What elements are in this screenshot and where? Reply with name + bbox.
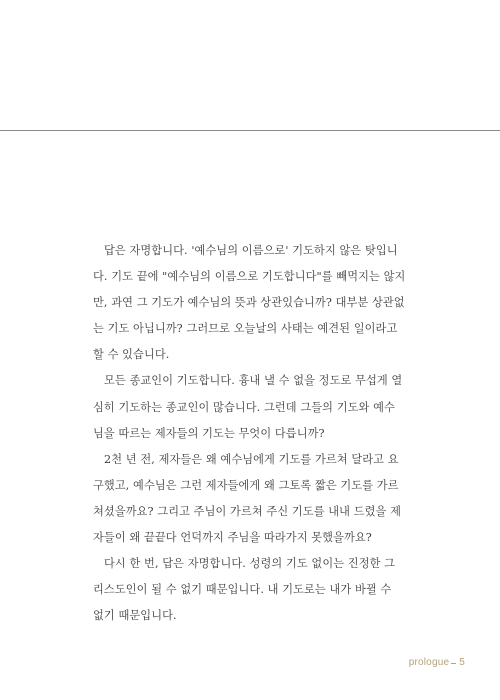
paragraph-line: 는 기도 아닙니까? 그러므로 오늘날의 사태는 예견된 일이라고 — [93, 322, 398, 336]
paragraph-line: 자들이 왜 끝끝다 언덕까지 주님을 따라가지 못했을까요? — [93, 531, 372, 545]
paragraph-line: 리스도인이 될 수 없기 때문입니다. 내 기도로는 내가 바뀔 수 — [93, 583, 392, 597]
page-footer — [409, 657, 465, 668]
footer-section-label: prologue — [408, 657, 450, 668]
paragraph-line: 다시 한 번, 답은 자명합니다. 성령의 기도 없이는 진정한 그 — [104, 557, 396, 571]
paragraph-line: 다. 기도 끝에 "예수님의 이름으로 기도합니다"를 빼먹지는 않지 — [93, 270, 406, 284]
footer-separator — [451, 663, 456, 664]
paragraph-line: 할 수 있습니다. — [93, 348, 170, 362]
paragraph-line: 구했고, 예수님은 그런 제자들에게 왜 그토록 짧은 기도를 가르 — [93, 478, 399, 492]
paragraph-line: 쳐셨을까요? 그리고 주님이 가르쳐 주신 기도를 내내 드렸을 제 — [93, 504, 402, 518]
paragraph-line: 심히 기도하는 종교인이 많습니다. 그런데 그들의 기도와 예수 — [93, 400, 395, 414]
paragraph-line: 모든 종교인이 기도합니다. 흉내 낼 수 없을 정도로 무섭게 열 — [104, 374, 403, 388]
top-rule-divider — [0, 130, 500, 131]
paragraph-line: 만, 과연 그 기도가 예수님의 뜻과 상관있습니까? 대부분 상관없 — [93, 296, 405, 310]
paragraph-line: 님을 따르는 제자들의 기도는 무엇이 다릅니까? — [93, 426, 325, 440]
body-text — [93, 238, 433, 629]
paragraph-line: 없기 때문입니다. — [93, 609, 177, 623]
paragraph-line: 답은 자명합니다. '예수님의 이름으로' 기도하지 않은 탓입니 — [104, 244, 398, 257]
paragraph-line: 2천 년 전, 제자들은 왜 예수님에게 기도를 가르쳐 달라고 요 — [104, 452, 399, 466]
page-number: 5 — [459, 657, 465, 668]
